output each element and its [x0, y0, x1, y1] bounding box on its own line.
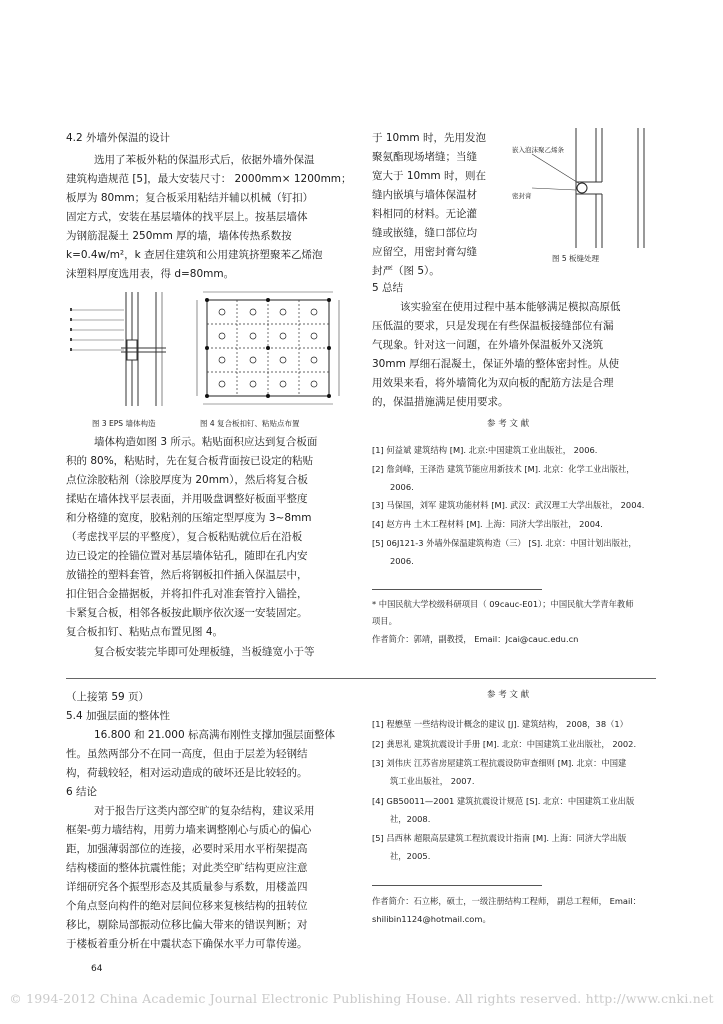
reference-item: 筑工业出版社， 2007. — [390, 776, 475, 786]
text-line: k=0.4w/m²，k 查居住建筑和公用建筑挤塑聚苯乙烯泡 — [66, 249, 323, 261]
text-line: 固定方式，安装在基层墙体的找平层上。按基层墙体 — [66, 211, 308, 223]
text-line: 选用了苯板外粘的保温形式后，依据外墙外保温 — [94, 154, 315, 166]
reference-item: [2] 詹剑峰，王泽浩 建筑节能应用新技术 [M]. 北京：化学工业出版社， — [372, 464, 635, 474]
references-title: 参 考 文 献 — [487, 419, 530, 429]
text-line: 结构楼面的整体抗震性能；对此类空旷结构更应注意 — [66, 862, 308, 874]
author-note-2-cont: shilibin1124@hotmail.com。 — [372, 914, 491, 924]
text-line: 放锚拴的塑料套管，然后将钢板扣件插入保温层中， — [66, 569, 308, 581]
text-line: 性。虽然两部分不在同一高度，但由于层差为轻钢结 — [66, 748, 308, 760]
reference-item: [3] 刘伟庆 江苏省房屋建筑工程抗震设防审查细则 [M]. 北京：中国建 — [372, 758, 627, 768]
text-line: 30mm 厚细石混凝土，保证外墙的整体密封性。从使 — [372, 358, 620, 370]
fig4-nail-adhesive-layout — [193, 288, 343, 410]
text-line: 宽大于 10mm 时，则在 — [372, 170, 486, 182]
text-line: 板厚为 80mm；复合板采用粘结并辅以机械（钉扣） — [66, 192, 314, 204]
text-line: 卡紧复合板，相邻各板按此顺序依次逐一安装固定。 — [66, 607, 308, 619]
reference-item: [1] 程懋堃 一些结构设计概念的建议 [J]. 建筑结构， 2008，38（1） — [372, 719, 628, 729]
fig5-joint-treatment-drawing — [510, 124, 660, 252]
reference-item: 社，2008. — [390, 814, 431, 824]
text-line: 压低温的要求，只是发现在有些保温板接缝部位有漏 — [372, 320, 614, 332]
text-line: 构，荷载较轻，相对运动造成的破坏还是比较轻的。 — [66, 767, 308, 779]
text-line: 应留空，用密封膏勾缝 — [372, 246, 477, 258]
footnote-divider — [372, 589, 542, 590]
text-line: 墙体构造如图 3 所示。粘贴面积应达到复合板面 — [94, 436, 318, 448]
footnote-divider-2 — [372, 885, 542, 886]
section-heading-6: 6 结论 — [66, 786, 98, 798]
copyright-footer: © 1994-2012 China Academic Journal Electronic Publishing House. All rights reserved. http://www.cnki.net — [9, 991, 714, 1006]
reference-item: [1] 何益斌 建筑结构 [M]. 北京:中国建筑工业出版社， 2006. — [372, 445, 598, 455]
article-divider — [66, 678, 656, 679]
reference-item: [4] GB50011—2001 建筑抗震设计规范 [S]. 北京：中国建筑工业出版 — [372, 796, 635, 806]
text-line: 料相同的材料。无论灌 — [372, 208, 477, 220]
reference-item: [4] 赵方冉 土木工程材料 [M]. 上海：同济大学出版社， 2004. — [372, 519, 603, 529]
text-line: 详细研究各个振型形态及其质量参与系数，用楼盖四 — [66, 881, 308, 893]
text-line: 缝内嵌填与墙体保温材 — [372, 189, 477, 201]
section-heading-4-2: 4.2 外墙外保温的设计 — [66, 132, 171, 144]
text-line: 距，加强薄弱部位的连接，必要时采用水平桁架提高 — [66, 843, 308, 855]
text-line: 点位涂胶粘剂（涂胶厚度为 20mm），然后将复合板 — [66, 474, 308, 486]
author-note: 作者简介：郭靖，副教授， Email：Jcai@cauc.edu.cn — [372, 634, 579, 644]
text-line: 边已设定的拴锚位置对基层墙体钻孔，随即在孔内安 — [66, 550, 308, 562]
fund-note: * 中国民航大学校级科研项目（ 09cauc-E01）；中国民航大学青年教师 — [372, 599, 634, 609]
text-line: 该实验室在使用过程中基本能够满足模拟高原低 — [400, 301, 621, 313]
reference-item: 2006. — [390, 556, 414, 566]
text-line: 复合板安装完毕即可处理板缝，当板缝宽小于等 — [94, 646, 315, 658]
reference-item: 社，2005. — [390, 851, 431, 861]
text-line: 的，保温措施满足使用要求。 — [372, 396, 509, 408]
text-line: 沫塑料厚度选用表，得 d=80mm。 — [66, 268, 235, 280]
text-line: 揉贴在墙体找平层表面，并用吸盘调整好板面平整度 — [66, 493, 308, 505]
author-note-2: 作者简介：石立彬，硕士，一级注册结构工程师， 副总工程师， Email： — [372, 896, 641, 906]
text-line: 和分格缝的宽度，胶粘剂的压缩定型厚度为 3~8mm — [66, 512, 312, 524]
text-line: 积的 80%，粘贴时，先在复合板背面按已设定的粘贴 — [66, 455, 314, 467]
fig5-label-foam-strip: 嵌入泡沫聚乙烯条 — [512, 146, 564, 154]
page-number: 64 — [91, 964, 103, 974]
continued-from-note: （上接第 59 页） — [66, 691, 150, 703]
fig5-label-sealant: 密封膏 — [512, 192, 532, 200]
text-line: 扣住铝合金描据板，并将扣件孔对准套管拧入锚拴， — [66, 588, 308, 600]
section-heading-5-4: 5.4 加强层面的整体性 — [66, 710, 171, 722]
text-line: 为钢筋混凝土 250mm 厚的墙，墙体传热系数按 — [66, 230, 292, 242]
reference-item: 2006. — [390, 482, 414, 492]
references-title-2: 参 考 文 献 — [487, 690, 530, 700]
text-line: 复合板扣钉、粘贴点布置见图 4。 — [66, 626, 224, 638]
text-line: （考虑找平层的平整度），复合板粘贴就位后在沿板 — [66, 531, 303, 543]
text-line: 封严（图 5）。 — [372, 265, 440, 277]
fig5-caption: 图 5 板缝处理 — [552, 254, 600, 263]
text-line: 16.800 和 21.000 标高满布刚性支撑加强层面整体 — [94, 729, 335, 741]
text-line: 于 10mm 时，先用发泡 — [372, 132, 486, 144]
fig4-caption: 图 4 复合板扣钉、粘贴点布置 — [200, 419, 300, 428]
text-line: 气现象。针对这一问题，在外墙外保温板外又浇筑 — [372, 339, 603, 351]
fund-note-cont: 项目。 — [372, 616, 397, 626]
text-line: 建筑构造规范 [5]，最大安装尺寸： 2000mm× 1200mm； — [66, 173, 352, 185]
reference-item: [5] 吕西林 超限高层建筑工程抗震设计指南 [M]. 上海：同济大学出版 — [372, 833, 627, 843]
reference-item: [5] 06J121-3 外墙外保温建筑构造（三） [S]. 北京：中国计划出版社， — [372, 538, 637, 548]
text-line: 缝或嵌缝，缝口部位均 — [372, 227, 477, 239]
reference-item: [3] 马保国，刘军 建筑功能材料 [M]. 武汉：武汉理工大学出版社， 2004. — [372, 500, 645, 510]
section-heading-5: 5 总结 — [372, 282, 404, 294]
text-line: 框架-剪力墙结构，用剪力墙来调整刚心与质心的偏心 — [66, 824, 312, 836]
text-line: 聚氨酯现场堵缝；当缝 — [372, 151, 477, 163]
reference-item: [2] 龚思礼 建筑抗震设计手册 [M]. 北京：中国建筑工业出版社， 2002. — [372, 739, 637, 749]
text-line: 个角点竖向构件的绝对层间位移来复核结构的扭转位 — [66, 900, 308, 912]
text-line: 用效果来看，将外墙简化为双向板的配筋方法是合理 — [372, 377, 614, 389]
text-line: 移比，剔除局部振动位移比偏大带来的错误判断；对 — [66, 919, 308, 931]
fig3-caption: 图 3 EPS 墙体构造 — [92, 419, 156, 428]
fig3-wall-construction-drawing — [66, 290, 186, 408]
text-line: 于楼板着重分析在中震状态下确保水平力可靠传递。 — [66, 938, 308, 950]
text-line: 对于报告厅这类内部空旷的复杂结构，建议采用 — [94, 805, 315, 817]
